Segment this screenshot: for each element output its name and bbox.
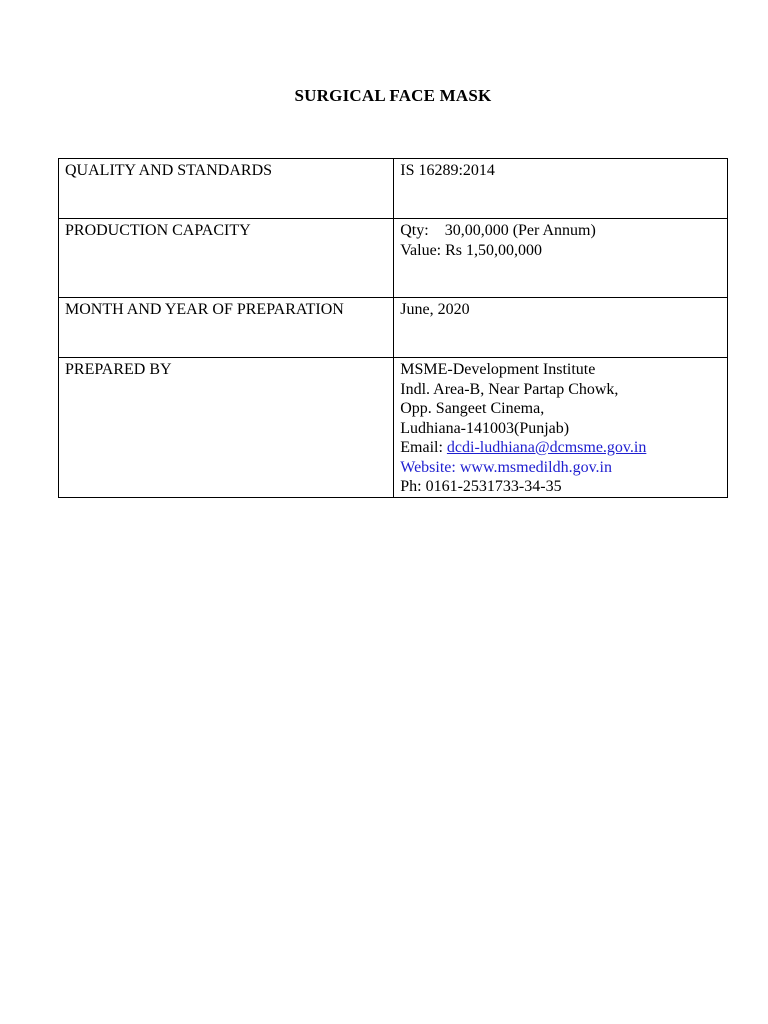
capacity-quantity: Qty: 30,00,000 (Per Annum) [400, 222, 596, 239]
table-row-quality [59, 159, 728, 219]
capacity-value: Value: Rs 1,50,00,000 [400, 241, 543, 259]
preparation-date: June, 2020 [400, 301, 470, 318]
table-row-preparation-date [59, 298, 728, 358]
email-label: Email: [400, 439, 447, 456]
row-label-quality: QUALITY AND STANDARDS [59, 159, 394, 219]
document-title: SURGICAL FACE MASK [294, 86, 492, 105]
standard-value: IS 16289:2014 [400, 162, 495, 179]
row-value-capacity [394, 219, 728, 298]
row-value-prepared-by [394, 358, 728, 498]
address-line-2: Opp. Sangeet Cinema, [400, 400, 545, 417]
table-row-capacity [59, 219, 728, 298]
row-label-preparation-date: MONTH AND YEAR OF PREPARATION [59, 298, 394, 358]
table-row-prepared-by [59, 358, 728, 498]
row-value-preparation-date [394, 298, 728, 358]
project-info-table [58, 158, 728, 498]
row-value-quality [394, 159, 728, 219]
website-line[interactable]: Website: www.msmedildh.gov.in [400, 458, 612, 476]
address-line-1: Indl. Area-B, Near Partap Chowk, [400, 380, 619, 398]
email-link[interactable]: dcdi-ludhiana@dcmsme.gov.in [446, 439, 647, 456]
row-label-prepared-by: PREPARED BY [59, 358, 394, 498]
address-line-3: Ludhiana-141003(Punjab) [400, 419, 570, 437]
phone-line: Ph: 0161-2531733-34-35 [400, 478, 562, 495]
row-label-capacity: PRODUCTION CAPACITY [59, 219, 394, 298]
institute-name: MSME-Development Institute [400, 361, 596, 378]
email-line [400, 438, 721, 458]
